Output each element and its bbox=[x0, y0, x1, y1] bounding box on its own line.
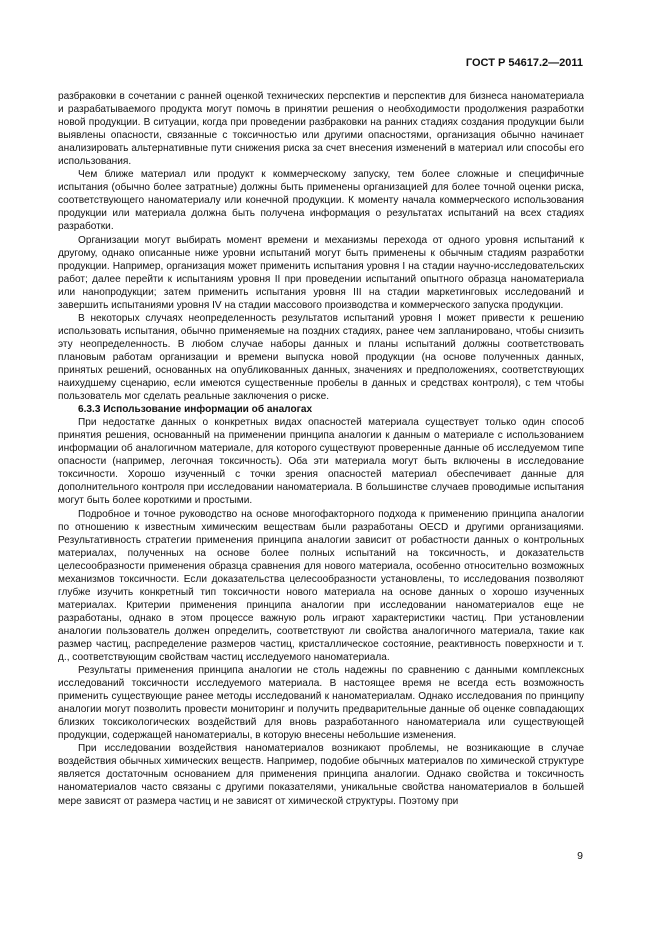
section-heading: 6.3.3 Использование информации об аналогах bbox=[78, 404, 313, 416]
document-body bbox=[58, 90, 584, 808]
page-number: 9 bbox=[577, 850, 583, 862]
paragraph-8: При исследовании воздействия наноматериалов возникают проблемы, не возникающие в случае воздействия обычных химических веществ. Например, подобие обычных материалов по химической структуре является достаточным основанием для применения принципа аналогии. Однако свойства и токсичность наноматериалов часто связаны с другими показателями, уникальные свойства наноматериалов в большей мере зависят от размера частиц и не зависят от химической структуры. Поэтому при bbox=[58, 743, 584, 807]
paragraph-5: При недостатке данных о конкретных видах опасностей материала существует только один способ принятия решения, основанный на применении принципа аналогии к данным о материале с использованием информации об аналогичном материале, для которого существуют проверенные данные об исследуемом типе опасности (например, легочная токсичность). Оба эти материала могут быть включены в исследование токсичности. Хорошо изученный с точки зрения опасностей материал обеспечивает данные для дополнительного контроля при исследовании наноматериала. В большинстве случаев проводимые испытания могут быть более короткими и простыми. bbox=[58, 417, 584, 507]
paragraph-1: разбраковки в сочетании с ранней оценкой технических перспектив и перспектив для бизнеса наноматериала и разрабатываемого продукта могут помочь в принятии решения о необходимости продолжения разработки новой продукции. В ситуации, когда при проведении разбраковки на ранних стадиях создания продукции были выявлены опасности, связанные с токсичностью или другими опасностями, организация обычно начинает анализировать альтернативные пути снижения риска за счет внесения изменений в материал или способы его использования. bbox=[58, 91, 584, 168]
paragraph-3: Организации могут выбирать момент времени и механизмы перехода от одного уровня испытаний к другому, однако описанные ниже уровни испытаний могут быть применены к обычным стадиям разработки продукции. Например, организация может применить испытания уровня I на стадии научно-исследовательских работ; далее перейти к испытаниям уровня II при проведении испытаний опытного образца наноматериала или нанопродукции; затем применить испытания уровня III на стадии маркетинговых исследований и завершить испытаниями уровня IV на стадии массового производства и коммерческого запуска продукции. bbox=[58, 234, 584, 311]
document-id-header: ГОСТ Р 54617.2—2011 bbox=[465, 57, 583, 69]
paragraph-2: Чем ближе материал или продукт к коммерческому запуску, тем более сложные и специфичные испытания (обычно более затратные) должны быть применены организацией для более точной оценки риска, соответствующего наноматериалу или конечной продукции. К моменту начала коммерческого использования продукции или материала должна быть получена информация о результатах испытаний на всех стадиях разработки. bbox=[58, 169, 584, 233]
paragraph-6: Подробное и точное руководство на основе многофакторного подхода к применению принципа аналогии по отношению к известным химическим веществам были разработаны OECD и другими организациями. Результативность стратегии применения принципа аналогии зависит от робастности данных о контрольных материалах, полученных на основе более полных испытаний на токсичность, и доказательств целесообразности применения образца сравнения для нового материала, особенно относительно возможных механизмов токсичности. Если доказательства целесообразности установлены, то исследования позволяют глубже изучить конкретный тип токсичности нового материала на основе данных о хорошо изученных материалах. Критерии применения принципа аналогии при исследовании наноматериалов еще не разработаны, однако в этом процессе важную роль играют характеристики частиц. При установлении аналогии пользователь должен определить, соответствуют ли свойства аналогичного материала, такие как размер частиц, распределение размеров частиц, кристаллическое состояние, реактивность поверхности и т. д., соответствующим свойствам частиц исследуемого наноматериала. bbox=[58, 508, 584, 664]
paragraph-7: Результаты применения принципа аналогии не столь надежны по сравнению с данными комплексных исследований токсичности исследуемого материала. В настоящее время не всегда есть возможность применить существующие ранее методы исследований к наноматериалам. Однако исследования по принципу аналогии могут позволить провести мониторинг и получить предварительные данные об оценке совпадающих близких токсикологических воздействий для вновь разработанного наноматериала или существующей продукции, содержащей наноматериалы, в которую внесены небольшие изменения. bbox=[58, 665, 584, 742]
paragraph-4: В некоторых случаях неопределенность результатов испытаний уровня I может привести к решению использовать испытания, обычно применяемые на поздних стадиях, ранее чем запланировано, чтобы снизить эту неопределенность. В любом случае наборы данных и планы испытаний должны соответствовать плановым работам организации и времени выпуска новой продукции (на основе полученных данных, принятых решений, основанных на опубликованных данных, значениях и предположениях, соответствующих наихудшему сценарию, если имеются существенные пробелы в данных и средствах контроля), с тем чтобы пользователь мог сделать реальные заключения о риске. bbox=[58, 312, 584, 403]
